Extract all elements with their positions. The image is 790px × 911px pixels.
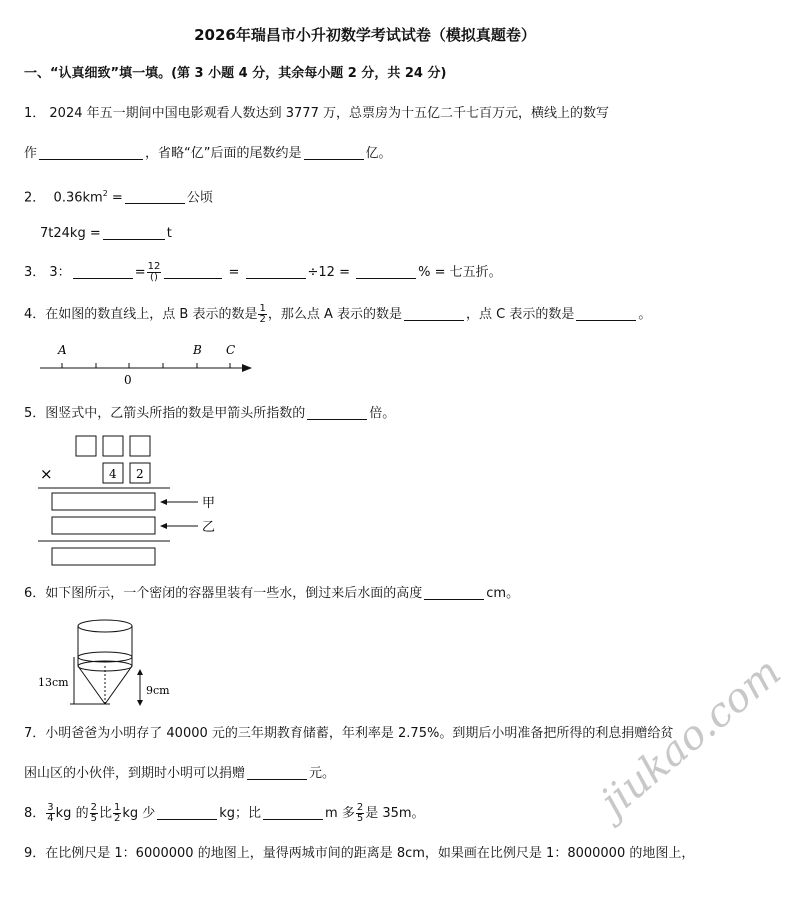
q7-end: 元。 [309, 766, 336, 781]
question-2-line-2 [40, 224, 172, 244]
container-top [78, 620, 132, 632]
digit-2: 2 [136, 467, 144, 481]
question-7-line-1: 7．小明爸爸为小明存了 40000 元的三年期教育储蓄，年利率是 2.75%。到期后小明准备把所得的利息捐赠给贫 [24, 726, 674, 741]
question-7-line-2 [24, 764, 335, 784]
q8-blank-2[interactable] [263, 805, 323, 820]
question-1-line-2 [24, 144, 392, 164]
q1-blank-1[interactable] [39, 145, 143, 160]
q1-text-a: 作 [24, 146, 38, 161]
q8-fraction-4: $\frac{2}{5}$ [356, 802, 364, 824]
q8-t1: kg 的 [55, 806, 89, 821]
section-heading: 一、“认真细致”填一填。(第 3 小题 4 分，其余每小题 2 分，共 24 分) [24, 66, 447, 81]
label-jia: 甲 [202, 496, 216, 511]
point-b-label: B [193, 343, 202, 357]
q3-div: ÷12 = [307, 265, 350, 280]
q6-blank[interactable] [424, 585, 484, 600]
q6-end: cm。 [486, 586, 520, 601]
q3-fraction: $\frac{12}{()}$ [147, 261, 161, 283]
q3-eq1: = [134, 265, 146, 280]
q3-tail: % = 七五折。 [418, 265, 502, 280]
q2-b-unit: t [166, 226, 172, 241]
cone-side-left [78, 666, 105, 704]
page-title: 2026年瑞昌市小升初数学考试试卷（模拟真题卷） [194, 26, 536, 44]
q8-t4: kg；比 [219, 806, 262, 821]
point-a-label: A [58, 343, 67, 357]
q1-text-b: ，省略“亿”后面的尾数约是 [145, 146, 302, 161]
q4-blank-2[interactable] [576, 306, 636, 321]
question-3 [24, 262, 502, 283]
q3-blank-4[interactable] [356, 264, 416, 279]
number-line-ticks [62, 363, 230, 368]
q4-blank-1[interactable] [404, 306, 464, 321]
q1-blank-2[interactable] [304, 145, 364, 160]
label-9cm: 9cm [146, 684, 170, 697]
q2-blank-1[interactable] [125, 189, 185, 204]
q4-mid: ，那么点 A 表示的数是 [267, 307, 403, 322]
q2-a-pre: 0.36km [53, 190, 103, 206]
number-line-arrow-icon [242, 364, 252, 372]
multiply-icon: × [40, 465, 53, 483]
q7-blank[interactable] [247, 765, 307, 780]
q2-a-unit: 公顷 [186, 190, 213, 206]
q5-end: 倍。 [369, 406, 396, 421]
q8-t5: m 多 [325, 806, 355, 821]
q2-num: 2． [24, 190, 46, 206]
q8-num: 8． [24, 806, 46, 821]
q2-blank-2[interactable] [103, 225, 165, 240]
q2-a-sup: 2 [102, 189, 108, 198]
q3-blank-1[interactable] [73, 264, 133, 279]
q3-eq2: = [228, 265, 240, 280]
label-yi: 乙 [202, 520, 216, 535]
q4-mid2: ，点 C 表示的数是 [466, 307, 575, 322]
q8-blank-1[interactable] [157, 805, 217, 820]
q8-t2: 比 [98, 806, 112, 821]
partial-product-jia [52, 493, 155, 510]
zero-label: 0 [124, 373, 132, 387]
digit-box [76, 436, 96, 456]
q4-pre: 4．在如图的数直线上，点 B 表示的数是 [24, 307, 258, 322]
q2-a-eq: = [111, 190, 123, 206]
q6-text: 6．如下图所示，一个密闭的容器里装有一些水，倒过来后水面的高度 [24, 586, 423, 601]
q3-blank-3[interactable] [246, 264, 306, 279]
point-c-label: C [226, 343, 236, 357]
q7-text: 困山区的小伙伴，到期时小明可以捐赠 [24, 766, 246, 781]
question-6 [24, 584, 519, 604]
arrow-yi-head-icon [160, 523, 167, 529]
final-product [52, 548, 155, 565]
height-9-arrow-icon [137, 700, 143, 706]
q3-num: 3． 3： [24, 265, 71, 280]
vertical-multiplication-figure [30, 432, 240, 577]
q2-b-pre: 7t24kg = [40, 226, 101, 241]
height-9-arrow-icon [137, 669, 143, 675]
question-4 [24, 304, 651, 325]
q5-blank[interactable] [307, 405, 367, 420]
container-figure [30, 614, 190, 710]
question-9-line-1: 9．在比例尺是 1：6000000 的地图上，量得两城市间的距离是 8cm，如果画在比例尺是 1：8000000 的地图上， [24, 846, 695, 861]
question-8 [24, 803, 425, 824]
q4-end: 。 [638, 307, 652, 322]
q1-text-c: 亿。 [365, 146, 392, 161]
digit-box [130, 436, 150, 456]
cone-side-right [105, 666, 132, 704]
q3-blank-2[interactable] [164, 264, 222, 279]
q5-text: 5．图竖式中，乙箭头所指的数是甲箭头所指数的 [24, 406, 306, 421]
watermark: jiukao.com [592, 648, 790, 826]
q8-fraction-2: $\frac{2}{5}$ [90, 802, 97, 824]
digit-4: 4 [109, 467, 117, 481]
q8-fraction-3: $\frac{1}{2}$ [113, 802, 121, 824]
arrow-jia-head-icon [160, 499, 167, 505]
label-13cm: 13cm [38, 676, 69, 689]
q4-fraction: $\frac{1}{2}$ [259, 303, 266, 325]
q8-t6: 是 35m。 [365, 806, 425, 821]
q8-fraction-1: $\frac{3}{4}$ [47, 802, 54, 824]
digit-box [103, 436, 123, 456]
number-line-figure [30, 338, 270, 390]
question-2-line-1 [24, 184, 213, 208]
question-5 [24, 404, 395, 424]
q8-t3: kg 少 [122, 806, 156, 821]
partial-product-yi [52, 517, 155, 534]
question-1-line-1: 1． 2024 年五一期间中国电影观看人数达到 3777 万，总票房为十五亿二千七百万元，横线上的数写 [24, 106, 609, 121]
